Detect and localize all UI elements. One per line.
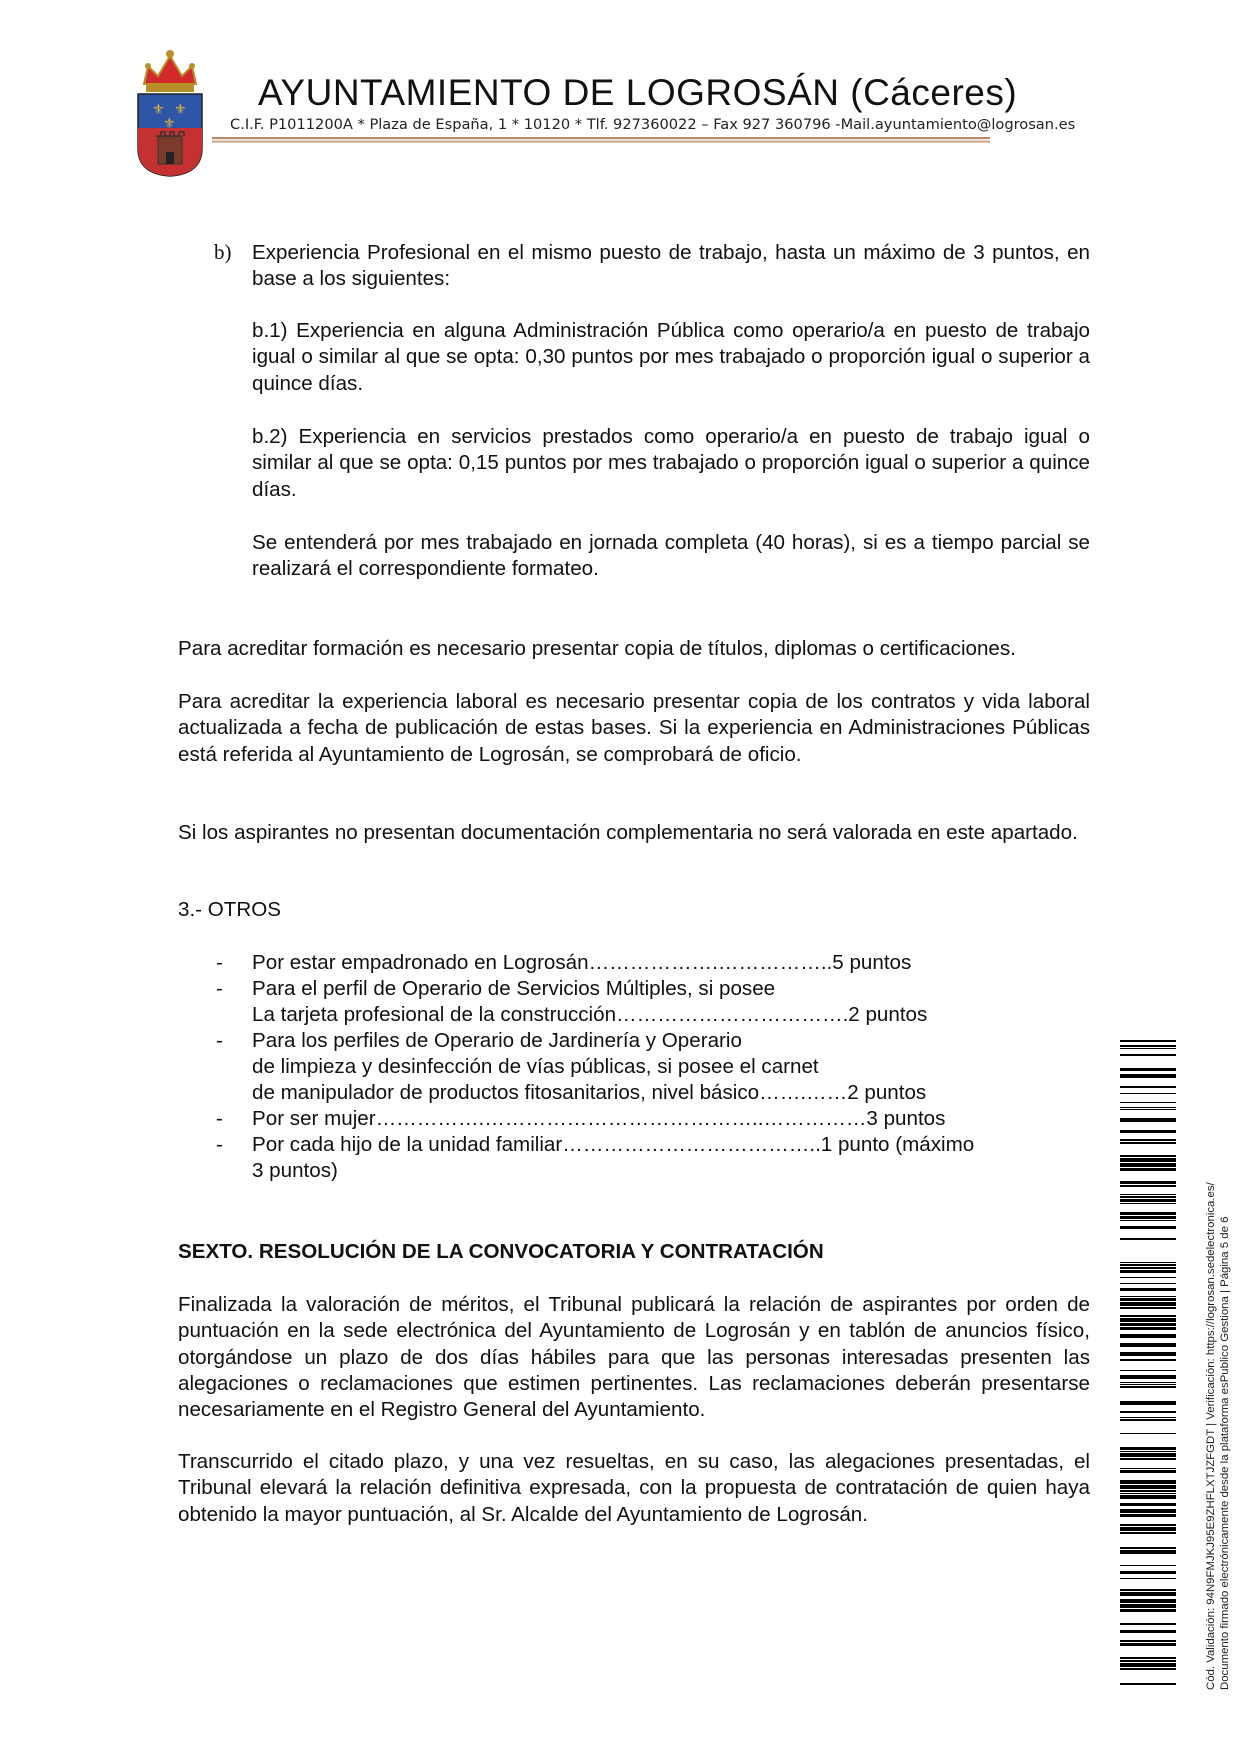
list-item-line: Para los perfiles de Operario de Jardinería y Operario — [252, 1029, 742, 1052]
svg-text:⚜: ⚜ — [152, 102, 165, 118]
merit-b1-paragraph: b.1) Experiencia en alguna Administración Pública como operario/a en puesto de trabajo igual o similar al que se opta: 0,30 puntos por mes trabajado o proporción igual o superior a quince días. — [252, 319, 1090, 395]
missing-documentation-paragraph: Si los aspirantes no presentan documentación complementaria no será valorada en este apartado. — [178, 821, 1078, 844]
list-bullet: - — [216, 1107, 223, 1130]
organization-title: AYUNTAMIENTO DE LOGROSÁN (Cáceres) — [258, 72, 1018, 113]
list-marker-b: b) — [214, 240, 232, 264]
svg-text:⚜: ⚜ — [174, 102, 187, 118]
merit-b-intro: Experiencia Profesional en el mismo puesto de trabajo, hasta un máximo de 3 puntos, en base a los siguientes: — [252, 241, 1090, 291]
merit-b2-paragraph: b.2) Experiencia en servicios prestados como operario/a en puesto de trabajo igual o similar al que se opta: 0,15 puntos por mes trabajado o proporción igual o superior a quince días. — [252, 425, 1090, 501]
list-item-line: Por ser mujer…………….…………………………………..……………3 puntos — [252, 1107, 946, 1130]
municipal-crest-logo — [130, 48, 210, 178]
list-item-line: Para el perfil de Operario de Servicios Múltiples, si posee — [252, 977, 776, 1000]
list-item-line: de manipulador de productos fitosanitarios, nivel básico…….……2 puntos — [252, 1081, 927, 1104]
list-item-line: Por estar empadronado en Logrosán……………….……………..5 puntos — [252, 951, 912, 974]
list-bullet: - — [216, 951, 223, 974]
list-item-line: de limpieza y desinfección de vías públicas, si posee el carnet — [252, 1055, 819, 1078]
validation-barcode — [1120, 1040, 1176, 1686]
worked-month-note: Se entenderá por mes trabajado en jornada completa (40 horas), si es a tiempo parcial se realizará el correspondiente formateo. — [252, 531, 1090, 581]
list-item-line: Por cada hijo de la unidad familiar………………………………..1 punto (máximo — [252, 1133, 975, 1156]
list-bullet: - — [216, 1133, 223, 1156]
verification-code-line: Cód. Validación: 94N9FMJKJ95E9ZHFLXTJZFGDT | Verificación: https://logrosan.sedelectronica.es/ — [1205, 1182, 1217, 1690]
resolution-paragraph: Finalizada la valoración de méritos, el Tribunal publicará la relación de aspirantes por orden de puntuación en la sede electrónica del Ayuntamiento de Logrosán y en tablón de anuncios físico, otorgándose un plazo de dos días hábiles para que las personas interesadas presenten las alegaciones o reclamaciones que estimen pertinentes. Las reclamaciones deberán presentarse necesariamente en el Registro General del Ayuntamiento. — [178, 1293, 1090, 1422]
experience-accreditation-paragraph: Para acreditar la experiencia laboral es necesario presentar copia de los contratos y vida laboral actualizada a fecha de publicación de estas bases. Si la experiencia en Administraciones Públicas está referida al Ayuntamiento de Logrosán, se comprobará de oficio. — [178, 690, 1090, 766]
svg-text:⚜: ⚜ — [163, 116, 176, 132]
list-bullet: - — [216, 977, 223, 1000]
organization-contact-line: C.I.F. P1011200A * Plaza de España, 1 * 10120 * Tlf. 927360022 – Fax 927 360796 -Mail.ayuntamiento@logrosan.es — [230, 116, 1076, 133]
section-heading-sexto: SEXTO. RESOLUCIÓN DE LA CONVOCATORIA Y CONTRATACIÓN — [178, 1240, 824, 1263]
header-divider — [212, 137, 990, 143]
list-bullet: - — [216, 1029, 223, 1052]
final-list-paragraph: Transcurrido el citado plazo, y una vez resueltas, en su caso, las alegaciones presentadas, el Tribunal elevará la relación definitiva expresada, con la propuesta de contratación de quien haya obtenido la mayor puntuación, al Sr. Alcalde del Ayuntamiento de Logrosán. — [178, 1450, 1090, 1526]
list-item-line: La tarjeta profesional de la construcción…………………………….2 puntos — [252, 1003, 928, 1026]
verification-platform-line: Documento firmado electrónicamente desde la plataforma esPublico Gestiona | Página 5 de 6 — [1219, 1216, 1231, 1690]
training-accreditation-paragraph: Para acreditar formación es necesario presentar copia de títulos, diplomas o certificaciones. — [178, 637, 1016, 660]
section-heading-otros: 3.- OTROS — [178, 898, 281, 921]
verification-text — [1204, 1182, 1232, 1690]
list-item-line: 3 puntos) — [252, 1159, 338, 1182]
